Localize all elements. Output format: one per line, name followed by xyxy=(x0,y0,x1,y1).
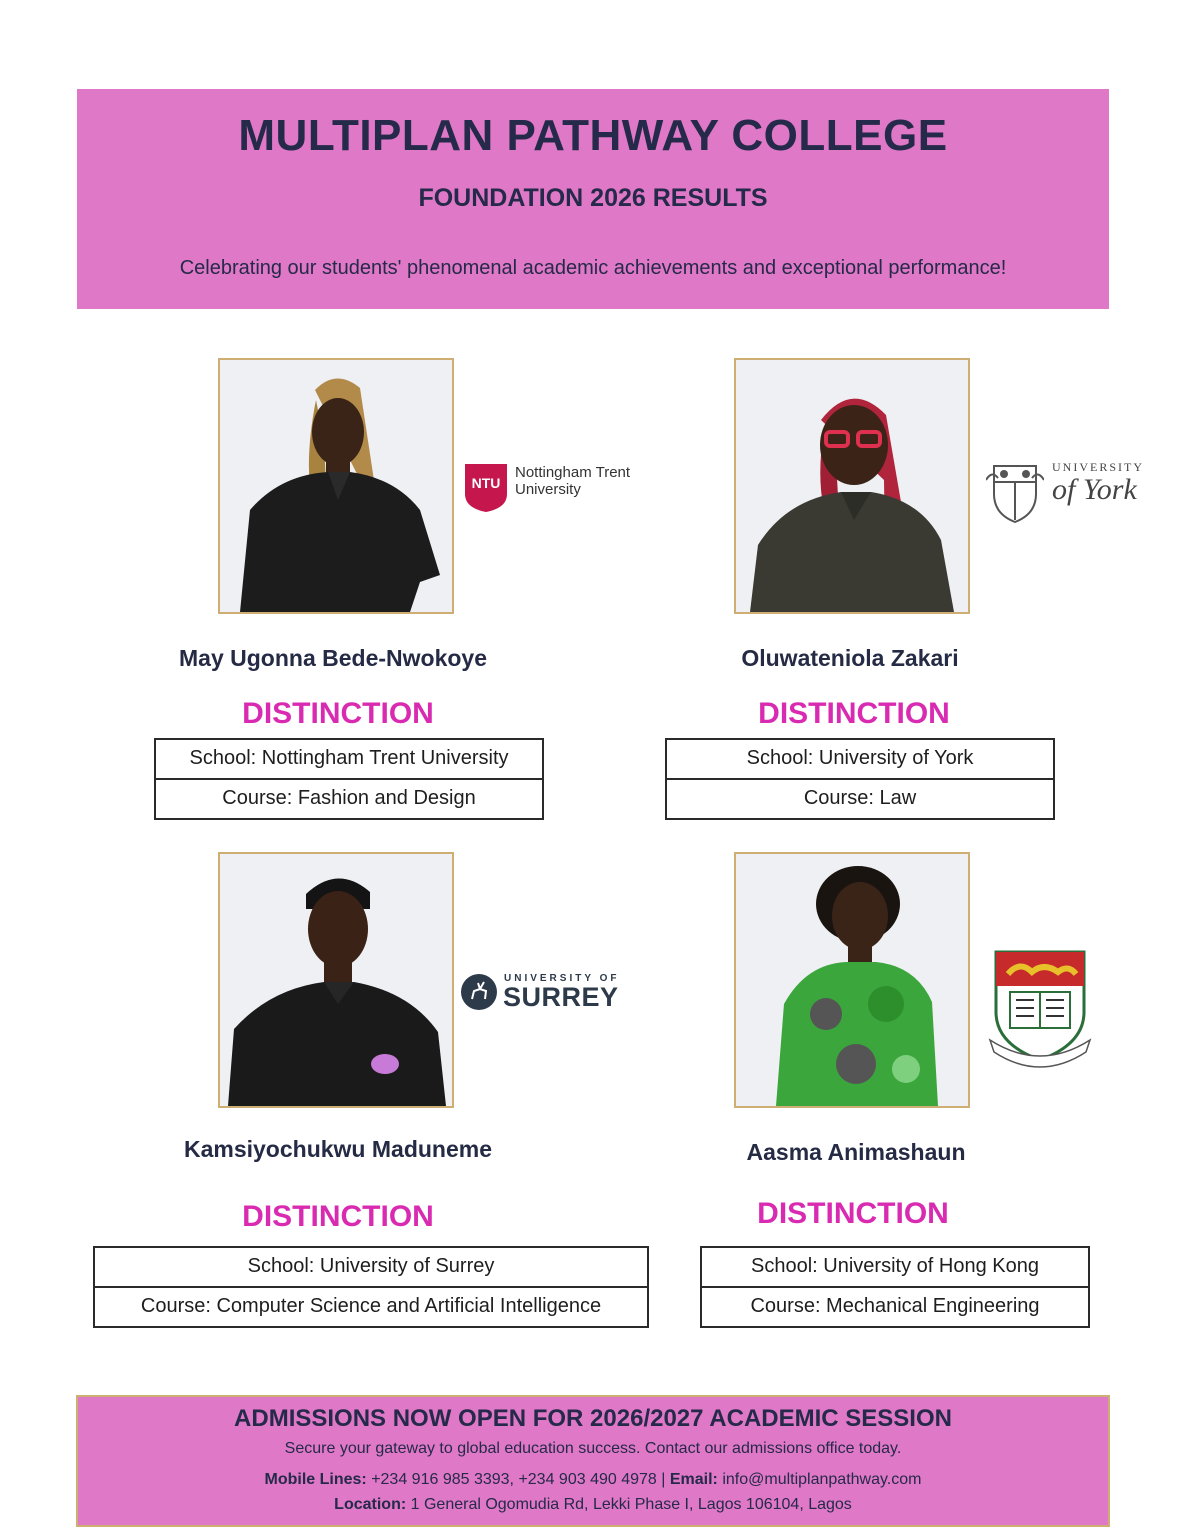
york-logo xyxy=(986,460,1156,524)
student-photo-4 xyxy=(734,852,970,1108)
contact-line xyxy=(78,1471,1108,1489)
portrait-image xyxy=(220,854,452,1106)
student-photo-1 xyxy=(218,358,454,614)
ntu-line1: Nottingham Trent xyxy=(515,464,631,481)
ntu-wordmark xyxy=(515,464,630,498)
student-photo-2 xyxy=(734,358,970,614)
york-crest-icon xyxy=(986,460,1044,524)
surrey-line1: UNIVERSITY OF xyxy=(504,973,620,984)
phone-numbers[interactable]: +234 916 985 3393, +234 903 490 4978 xyxy=(371,1471,657,1488)
student-name-2: Oluwateniola Zakari xyxy=(741,645,959,671)
course-row: Course: Computer Science and Artificial Intelligence xyxy=(95,1286,647,1326)
student-photo-3 xyxy=(218,852,454,1108)
portrait-image xyxy=(736,360,968,612)
hku-crest-icon xyxy=(988,948,1092,1068)
result-badge-2: DISTINCTION xyxy=(758,697,950,730)
phones-label: Mobile Lines: xyxy=(264,1471,367,1488)
college-title: MULTIPLAN PATHWAY COLLEGE xyxy=(238,111,948,160)
student-name-1: May Ugonna Bede-Nwokoye xyxy=(179,645,487,671)
surrey-line2: SURREY xyxy=(503,982,619,1012)
location-label: Location: xyxy=(334,1496,407,1513)
ntu-logo xyxy=(465,464,645,514)
school-row: School: University of York xyxy=(746,747,974,769)
school-row: School: University of Hong Kong xyxy=(751,1255,1039,1277)
surrey-stag-icon xyxy=(460,973,498,1011)
results-subtitle: FOUNDATION 2026 RESULTS xyxy=(418,184,768,212)
york-line1: UNIVERSITY xyxy=(1052,460,1144,474)
hku-crest xyxy=(988,948,1092,1068)
result-badge-1: DISTINCTION xyxy=(242,697,434,730)
separator: | xyxy=(661,1471,666,1488)
portrait-image xyxy=(736,854,968,1106)
location-line xyxy=(78,1496,1108,1514)
info-table-2 xyxy=(665,738,1055,820)
york-wordmark xyxy=(1052,460,1144,507)
result-badge-3: DISTINCTION xyxy=(242,1200,434,1233)
admissions-footer xyxy=(76,1395,1110,1527)
student-name-4: Aasma Animashaun xyxy=(746,1139,966,1165)
portrait-image xyxy=(220,360,452,612)
course-row: Course: Fashion and Design xyxy=(156,778,542,818)
course-row: Course: Law xyxy=(667,778,1053,818)
location-address: 1 General Ogomudia Rd, Lekki Phase I, Lagos 106104, Lagos xyxy=(410,1496,852,1513)
info-table-4 xyxy=(700,1246,1090,1328)
course-row: Course: Mechanical Engineering xyxy=(702,1286,1088,1326)
york-line2: of York xyxy=(1052,473,1137,506)
info-table-1 xyxy=(154,738,544,820)
school-row: School: Nottingham Trent University xyxy=(189,747,509,769)
admissions-title: ADMISSIONS NOW OPEN FOR 2026/2027 ACADEMIC SESSION xyxy=(234,1405,952,1432)
header-banner xyxy=(77,89,1109,309)
info-table-3 xyxy=(93,1246,649,1328)
ntu-line2: University xyxy=(515,481,581,498)
email-link[interactable]: info@multiplanpathway.com xyxy=(722,1471,922,1488)
result-badge-4: DISTINCTION xyxy=(757,1197,949,1230)
ntu-shield-icon xyxy=(465,464,507,512)
ntu-badge-text: NTU xyxy=(471,475,501,491)
surrey-logo xyxy=(460,973,630,1013)
admissions-message: Secure your gateway to global education success. Contact our admissions office today. xyxy=(284,1440,902,1457)
tagline: Celebrating our students' phenomenal academic achievements and exceptional performance! xyxy=(179,257,1007,279)
student-name-3: Kamsiyochukwu Maduneme xyxy=(183,1136,493,1162)
email-label: Email: xyxy=(669,1471,718,1488)
school-row: School: University of Surrey xyxy=(247,1255,495,1277)
